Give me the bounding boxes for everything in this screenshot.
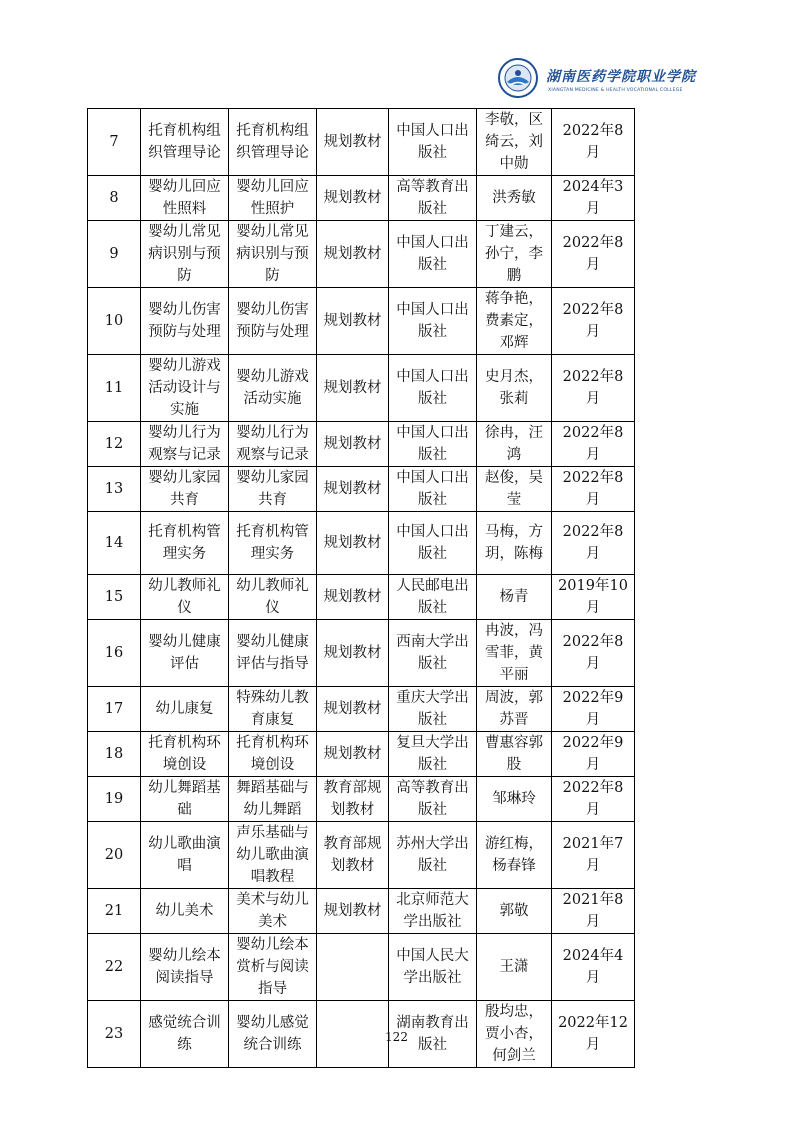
textbook-name: 声乐基础与幼儿歌曲演唱教程 bbox=[229, 822, 317, 889]
textbook-table bbox=[87, 108, 635, 1068]
textbook-name: 婴幼儿家园共育 bbox=[229, 467, 317, 512]
course-name: 婴幼儿行为观察与记录 bbox=[141, 422, 229, 467]
authors: 游红梅，杨春锋 bbox=[477, 822, 552, 889]
authors: 洪秀敏 bbox=[477, 176, 552, 221]
authors: 李敬，区绮云，刘中勋 bbox=[477, 109, 552, 176]
table-row bbox=[88, 620, 635, 687]
course-name: 幼儿康复 bbox=[141, 687, 229, 732]
textbook-name: 婴幼儿回应性照护 bbox=[229, 176, 317, 221]
textbook-name: 婴幼儿健康评估与指导 bbox=[229, 620, 317, 687]
publish-date: 2022年8月 bbox=[552, 467, 635, 512]
college-name-en: XIANGTAN MEDICINE & HEALTH VOCATIONAL COLLEGE bbox=[548, 88, 683, 93]
publisher: 中国人口出版社 bbox=[389, 109, 477, 176]
row-number: 14 bbox=[88, 512, 141, 575]
publisher: 北京师范大学出版社 bbox=[389, 889, 477, 934]
page-number: 122 bbox=[385, 1030, 408, 1044]
row-number: 20 bbox=[88, 822, 141, 889]
course-name: 幼儿教师礼仪 bbox=[141, 575, 229, 620]
table-row bbox=[88, 934, 635, 1001]
textbook-type: 规划教材 bbox=[317, 288, 389, 355]
textbook-type: 教育部规划教材 bbox=[317, 822, 389, 889]
textbook-type: 教育部规划教材 bbox=[317, 777, 389, 822]
authors: 郭敬 bbox=[477, 889, 552, 934]
course-name: 托育机构管理实务 bbox=[141, 512, 229, 575]
textbook-name: 婴幼儿感觉统合训练 bbox=[229, 1001, 317, 1068]
row-number: 19 bbox=[88, 777, 141, 822]
table-row bbox=[88, 221, 635, 288]
textbook-type: 规划教材 bbox=[317, 732, 389, 777]
row-number: 23 bbox=[88, 1001, 141, 1068]
authors: 冉波，冯雪菲，黄平丽 bbox=[477, 620, 552, 687]
authors: 徐冉，汪鸿 bbox=[477, 422, 552, 467]
authors: 曹惠容郭股 bbox=[477, 732, 552, 777]
textbook-type: 规划教材 bbox=[317, 512, 389, 575]
row-number: 10 bbox=[88, 288, 141, 355]
textbook-type: 规划教材 bbox=[317, 221, 389, 288]
publish-date: 2022年12月 bbox=[552, 1001, 635, 1068]
publisher: 西南大学出版社 bbox=[389, 620, 477, 687]
textbook-name: 婴幼儿伤害预防与处理 bbox=[229, 288, 317, 355]
table-row bbox=[88, 512, 635, 575]
publisher: 复旦大学出版社 bbox=[389, 732, 477, 777]
table-row bbox=[88, 355, 635, 422]
table-row bbox=[88, 467, 635, 512]
publish-date: 2022年8月 bbox=[552, 355, 635, 422]
course-name: 婴幼儿家园共育 bbox=[141, 467, 229, 512]
publisher: 中国人民大学出版社 bbox=[389, 934, 477, 1001]
publish-date: 2024年3月 bbox=[552, 176, 635, 221]
publisher: 中国人口出版社 bbox=[389, 512, 477, 575]
row-number: 21 bbox=[88, 889, 141, 934]
college-emblem-icon bbox=[498, 58, 538, 98]
row-number: 17 bbox=[88, 687, 141, 732]
textbook-type: 规划教材 bbox=[317, 687, 389, 732]
authors: 丁建云，孙宁，李鹏 bbox=[477, 221, 552, 288]
authors: 王潇 bbox=[477, 934, 552, 1001]
textbook-type: 规划教材 bbox=[317, 467, 389, 512]
publisher: 中国人口出版社 bbox=[389, 467, 477, 512]
authors: 殷均忠，贾小杏，何剑兰 bbox=[477, 1001, 552, 1068]
textbook-name: 婴幼儿绘本赏析与阅读指导 bbox=[229, 934, 317, 1001]
authors: 马梅，方玥，陈梅 bbox=[477, 512, 552, 575]
textbook-type: 规划教材 bbox=[317, 176, 389, 221]
course-name: 婴幼儿绘本阅读指导 bbox=[141, 934, 229, 1001]
college-name-cn: 湖南医药学院职业学院 bbox=[546, 69, 696, 85]
textbook-name: 婴幼儿行为观察与记录 bbox=[229, 422, 317, 467]
textbook-type bbox=[317, 934, 389, 1001]
row-number: 18 bbox=[88, 732, 141, 777]
publisher: 中国人口出版社 bbox=[389, 288, 477, 355]
textbook-name: 托育机构组织管理导论 bbox=[229, 109, 317, 176]
table-row bbox=[88, 575, 635, 620]
publish-date: 2022年8月 bbox=[552, 422, 635, 467]
publisher: 中国人口出版社 bbox=[389, 221, 477, 288]
course-name: 婴幼儿游戏活动设计与实施 bbox=[141, 355, 229, 422]
table-row bbox=[88, 422, 635, 467]
row-number: 9 bbox=[88, 221, 141, 288]
textbook-name: 舞蹈基础与幼儿舞蹈 bbox=[229, 777, 317, 822]
textbook-name: 婴幼儿游戏活动实施 bbox=[229, 355, 317, 422]
row-number: 15 bbox=[88, 575, 141, 620]
publisher: 中国人口出版社 bbox=[389, 355, 477, 422]
textbook-name: 托育机构管理实务 bbox=[229, 512, 317, 575]
publish-date: 2022年9月 bbox=[552, 687, 635, 732]
textbook-type: 规划教材 bbox=[317, 889, 389, 934]
course-name: 感觉统合训练 bbox=[141, 1001, 229, 1068]
publisher: 人民邮电出版社 bbox=[389, 575, 477, 620]
table-row bbox=[88, 732, 635, 777]
textbook-name: 婴幼儿常见病识别与预防 bbox=[229, 221, 317, 288]
row-number: 16 bbox=[88, 620, 141, 687]
table-row bbox=[88, 176, 635, 221]
textbook-type: 规划教材 bbox=[317, 355, 389, 422]
row-number: 12 bbox=[88, 422, 141, 467]
publish-date: 2022年8月 bbox=[552, 109, 635, 176]
course-name: 婴幼儿常见病识别与预防 bbox=[141, 221, 229, 288]
textbook-name: 幼儿教师礼仪 bbox=[229, 575, 317, 620]
table-row bbox=[88, 109, 635, 176]
table-row bbox=[88, 889, 635, 934]
publisher: 重庆大学出版社 bbox=[389, 687, 477, 732]
authors: 蒋争艳，费素定，邓辉 bbox=[477, 288, 552, 355]
table-row bbox=[88, 687, 635, 732]
publisher: 苏州大学出版社 bbox=[389, 822, 477, 889]
course-name: 婴幼儿回应性照料 bbox=[141, 176, 229, 221]
authors: 杨青 bbox=[477, 575, 552, 620]
publish-date: 2022年9月 bbox=[552, 732, 635, 777]
publisher: 中国人口出版社 bbox=[389, 422, 477, 467]
course-name: 幼儿舞蹈基础 bbox=[141, 777, 229, 822]
textbook-type: 规划教材 bbox=[317, 575, 389, 620]
college-logo bbox=[492, 58, 712, 104]
textbook-name: 托育机构环境创设 bbox=[229, 732, 317, 777]
publisher: 高等教育出版社 bbox=[389, 777, 477, 822]
authors: 邹琳玲 bbox=[477, 777, 552, 822]
publish-date: 2021年8月 bbox=[552, 889, 635, 934]
publish-date: 2022年8月 bbox=[552, 221, 635, 288]
publisher: 高等教育出版社 bbox=[389, 176, 477, 221]
course-name: 托育机构组织管理导论 bbox=[141, 109, 229, 176]
textbook-type: 规划教材 bbox=[317, 422, 389, 467]
textbook-type: 规划教材 bbox=[317, 109, 389, 176]
row-number: 13 bbox=[88, 467, 141, 512]
authors: 赵俊，吴莹 bbox=[477, 467, 552, 512]
course-name: 婴幼儿伤害预防与处理 bbox=[141, 288, 229, 355]
textbook-type: 规划教材 bbox=[317, 620, 389, 687]
textbook-name: 美术与幼儿美术 bbox=[229, 889, 317, 934]
publish-date: 2022年8月 bbox=[552, 620, 635, 687]
table-row bbox=[88, 288, 635, 355]
row-number: 22 bbox=[88, 934, 141, 1001]
publisher: 湖南教育出版社 bbox=[389, 1001, 477, 1068]
publish-date: 2021年7月 bbox=[552, 822, 635, 889]
authors: 周波，郭苏晋 bbox=[477, 687, 552, 732]
publish-date: 2022年8月 bbox=[552, 512, 635, 575]
table-row bbox=[88, 822, 635, 889]
course-name: 幼儿歌曲演唱 bbox=[141, 822, 229, 889]
course-name: 幼儿美术 bbox=[141, 889, 229, 934]
publish-date: 2022年8月 bbox=[552, 288, 635, 355]
row-number: 11 bbox=[88, 355, 141, 422]
course-name: 托育机构环境创设 bbox=[141, 732, 229, 777]
course-name: 婴幼儿健康评估 bbox=[141, 620, 229, 687]
table-row bbox=[88, 777, 635, 822]
row-number: 7 bbox=[88, 109, 141, 176]
publish-date: 2024年4月 bbox=[552, 934, 635, 1001]
textbook-name: 特殊幼儿教育康复 bbox=[229, 687, 317, 732]
publish-date: 2022年8月 bbox=[552, 777, 635, 822]
publish-date: 2019年10月 bbox=[552, 575, 635, 620]
row-number: 8 bbox=[88, 176, 141, 221]
authors: 史月杰，张莉 bbox=[477, 355, 552, 422]
